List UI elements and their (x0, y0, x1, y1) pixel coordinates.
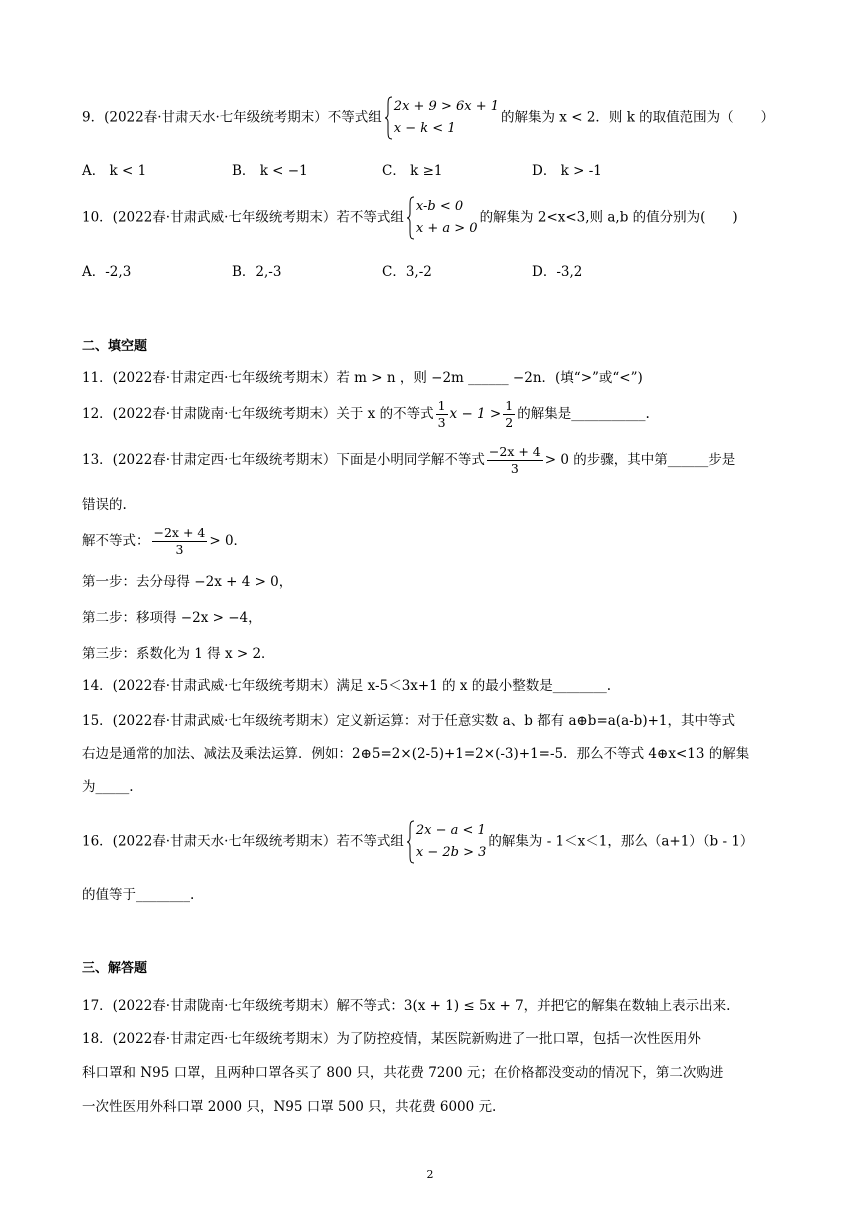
q12-fraction-2 (503, 398, 515, 431)
q13-prefix: 13．(2022春·甘肃定西·七年级统考期末）下面是小明同学解不等式 (82, 452, 485, 468)
q15-line-3: 为_____. (82, 779, 134, 795)
section-heading-answer: 三、解答题 (82, 961, 148, 976)
q9-inequality-system (384, 96, 499, 140)
question-11: 11．(2022春·甘肃定西·七年级统考期末）若 m > n ，则 −2m ______ −2n．(填“>”或“<”) (82, 370, 643, 386)
q18-line-1: 18．(2022春·甘肃定西·七年级统考期末）为了防控疫情，某医院新购进了一批口罩，包括一次性医用外 (82, 1031, 701, 1047)
q10-option-b: B．2,-3 (232, 264, 282, 280)
q15-line-1: 15．(2022春·甘肃武威·七年级统考期末）定义新运算：对于任意实数 a、b 都有 a⊕b=a(a-b)+1，其中等式 (82, 713, 735, 729)
q12-middle: x − 1 > (449, 406, 502, 422)
q12-prefix: 12．(2022春·甘肃陇南·七年级统考期末）关于 x 的不等式 (82, 406, 434, 422)
fraction-denominator: 3 (510, 461, 519, 476)
fraction-denominator: 3 (175, 542, 184, 557)
q10-inequality-system (406, 196, 478, 240)
q9-option-d: D． k > -1 (532, 163, 602, 179)
page-number: 2 (426, 1168, 434, 1181)
brace-icon (406, 820, 415, 864)
q13-fraction (487, 444, 543, 477)
question-17: 17．(2022春·甘肃陇南·七年级统考期末）解不等式：3(x + 1) ≤ 5x + 7，并把它的解集在数轴上表示出来. (82, 998, 731, 1014)
q13-solve-line (82, 525, 247, 558)
q13-step-1: 第一步：去分母得 −2x + 4 > 0， (82, 574, 293, 590)
q13-suffix: > 0 的步骤，其中第______步是 (544, 452, 736, 468)
q10-option-a: A．-2,3 (82, 264, 132, 280)
question-16 (82, 820, 753, 864)
q13-line-2: 错误的. (82, 497, 127, 513)
q18-line-3: 一次性医用外科口罩 2000 只，N95 口罩 500 只，共花费 6000 元. (82, 1099, 497, 1115)
q13-step-3: 第三步：系数化为 1 得 x > 2． (82, 646, 275, 662)
brace-icon (384, 96, 393, 140)
q10-system-line-1: x-b < 0 (415, 199, 464, 214)
fraction-numerator: 1 (437, 398, 446, 413)
q9-prefix: 9．(2022春·甘肃天水·七年级统考期末）不等式组 (82, 109, 382, 126)
q16-line-2: 的值等于________. (82, 887, 195, 903)
q10-prefix: 10．(2022春·甘肃武威·七年级统考期末）若不等式组 (82, 209, 404, 226)
q16-system-line-1: 2x − a < 1 (415, 823, 486, 838)
fraction-numerator: 1 (505, 398, 514, 413)
q9-option-b: B． k < −1 (232, 163, 308, 179)
q16-inequality-system (406, 820, 487, 864)
q13-solve-prefix: 解不等式： (82, 533, 150, 549)
q10-option-c: C．3,-2 (382, 264, 432, 280)
q13-solve-suffix: > 0． (209, 533, 248, 549)
question-12 (82, 398, 650, 431)
q12-suffix: 的解集是___________. (517, 406, 650, 422)
section-heading-fill-in: 二、填空题 (82, 339, 148, 354)
fraction-denominator: 3 (437, 415, 446, 430)
fraction-denominator: 2 (505, 415, 514, 430)
q9-system-line-1: 2x + 9 > 6x + 1 (393, 99, 500, 114)
q18-line-2: 科口罩和 N95 口罩，且两种口罩各买了 800 只，共花费 7200 元；在价格都没变动的情况下，第二次购进 (82, 1065, 724, 1081)
q12-fraction-1 (436, 398, 448, 431)
question-13 (82, 444, 735, 477)
q15-line-2: 右边是通常的加法、减法及乘法运算．例如：2⊕5=2×(2-5)+1=2×(-3)+1=-5．那么不等式 4⊕x<13 的解集 (82, 746, 750, 762)
q9-system-line-2: x − k < 1 (393, 121, 456, 136)
q10-option-d: D．-3,2 (532, 264, 583, 280)
q9-option-a: A． k < 1 (82, 163, 147, 179)
q10-system-line-2: x + a > 0 (415, 221, 478, 236)
q10-suffix: 的解集为 2<x<3,则 a,b 的值分别为( ) (479, 209, 738, 226)
q16-system-line-2: x − 2b > 3 (415, 845, 487, 860)
q16-suffix: 的解集为 - 1＜x＜1，那么（a+1）（b - 1） (488, 833, 754, 850)
q13-step-2: 第二步：移项得 −2x > −4， (82, 610, 262, 626)
q13-solve-fraction (152, 525, 208, 558)
fraction-numerator: −2x + 4 (153, 525, 206, 540)
brace-icon (406, 196, 415, 240)
q16-prefix: 16．(2022春·甘肃天水·七年级统考期末）若不等式组 (82, 833, 404, 850)
q9-option-c: C． k ≥1 (382, 163, 443, 179)
fraction-numerator: −2x + 4 (488, 444, 541, 459)
q9-suffix: 的解集为 x < 2．则 k 的取值范围为（ ） (501, 109, 775, 126)
question-9 (82, 96, 774, 140)
question-14: 14．(2022春·甘肃武威·七年级统考期末）满足 x-5＜3x+1 的 x 的最小整数是________. (82, 678, 612, 694)
question-10 (82, 196, 738, 240)
